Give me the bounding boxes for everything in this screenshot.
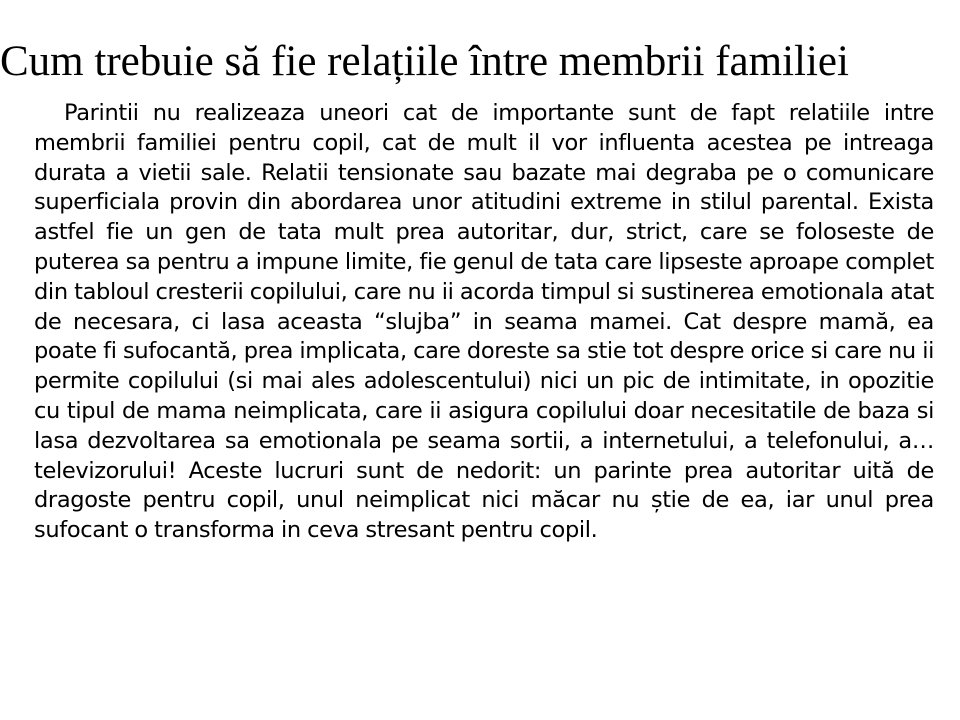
slide-title: Cum trebuie să fie relațiile între membrii familiei [0,38,849,85]
slide-body-text: Parintii nu realizeaza uneori cat de importante sunt de fapt relatiile intre membrii familiei pentru copil, cat de mult il vor influenta acestea pe intreaga durata a vietii sale. Relatii tensionate sau bazate mai degraba pe o comunicare superficiala provin din abordarea unor atitudini extreme in stilul parental. Exista astfel fie un gen de tata mult prea autoritar, dur, strict, care se foloseste de puterea sa pentru a impune limite, fie genul de tata care lipseste aproape complet din tabloul cresterii copilului, care nu ii acorda timpul si sustinerea emotionala atat de necesara, ci lasa aceasta “slujba” in seama mamei. Cat despre mamă, ea poate fi sufocantă, prea implicata, care doreste sa stie tot despre orice si care nu ii permite copilului (si mai ales adolescentului) nici un pic de intimitate, in opozitie cu tipul de mama neimplicata, care ii asigura copilului doar necesitatile de baza si lasa dezvoltarea sa emotionala pe seama sortii, a internetului, a telefonului, a…televizorului! Aceste lucruri sunt de nedorit: un parinte prea autoritar uită de dragoste pentru copil, unul neimplicat nici măcar nu știe de ea, iar unul prea sufocant o transforma in ceva stresant pentru copil. [34,100,934,544]
